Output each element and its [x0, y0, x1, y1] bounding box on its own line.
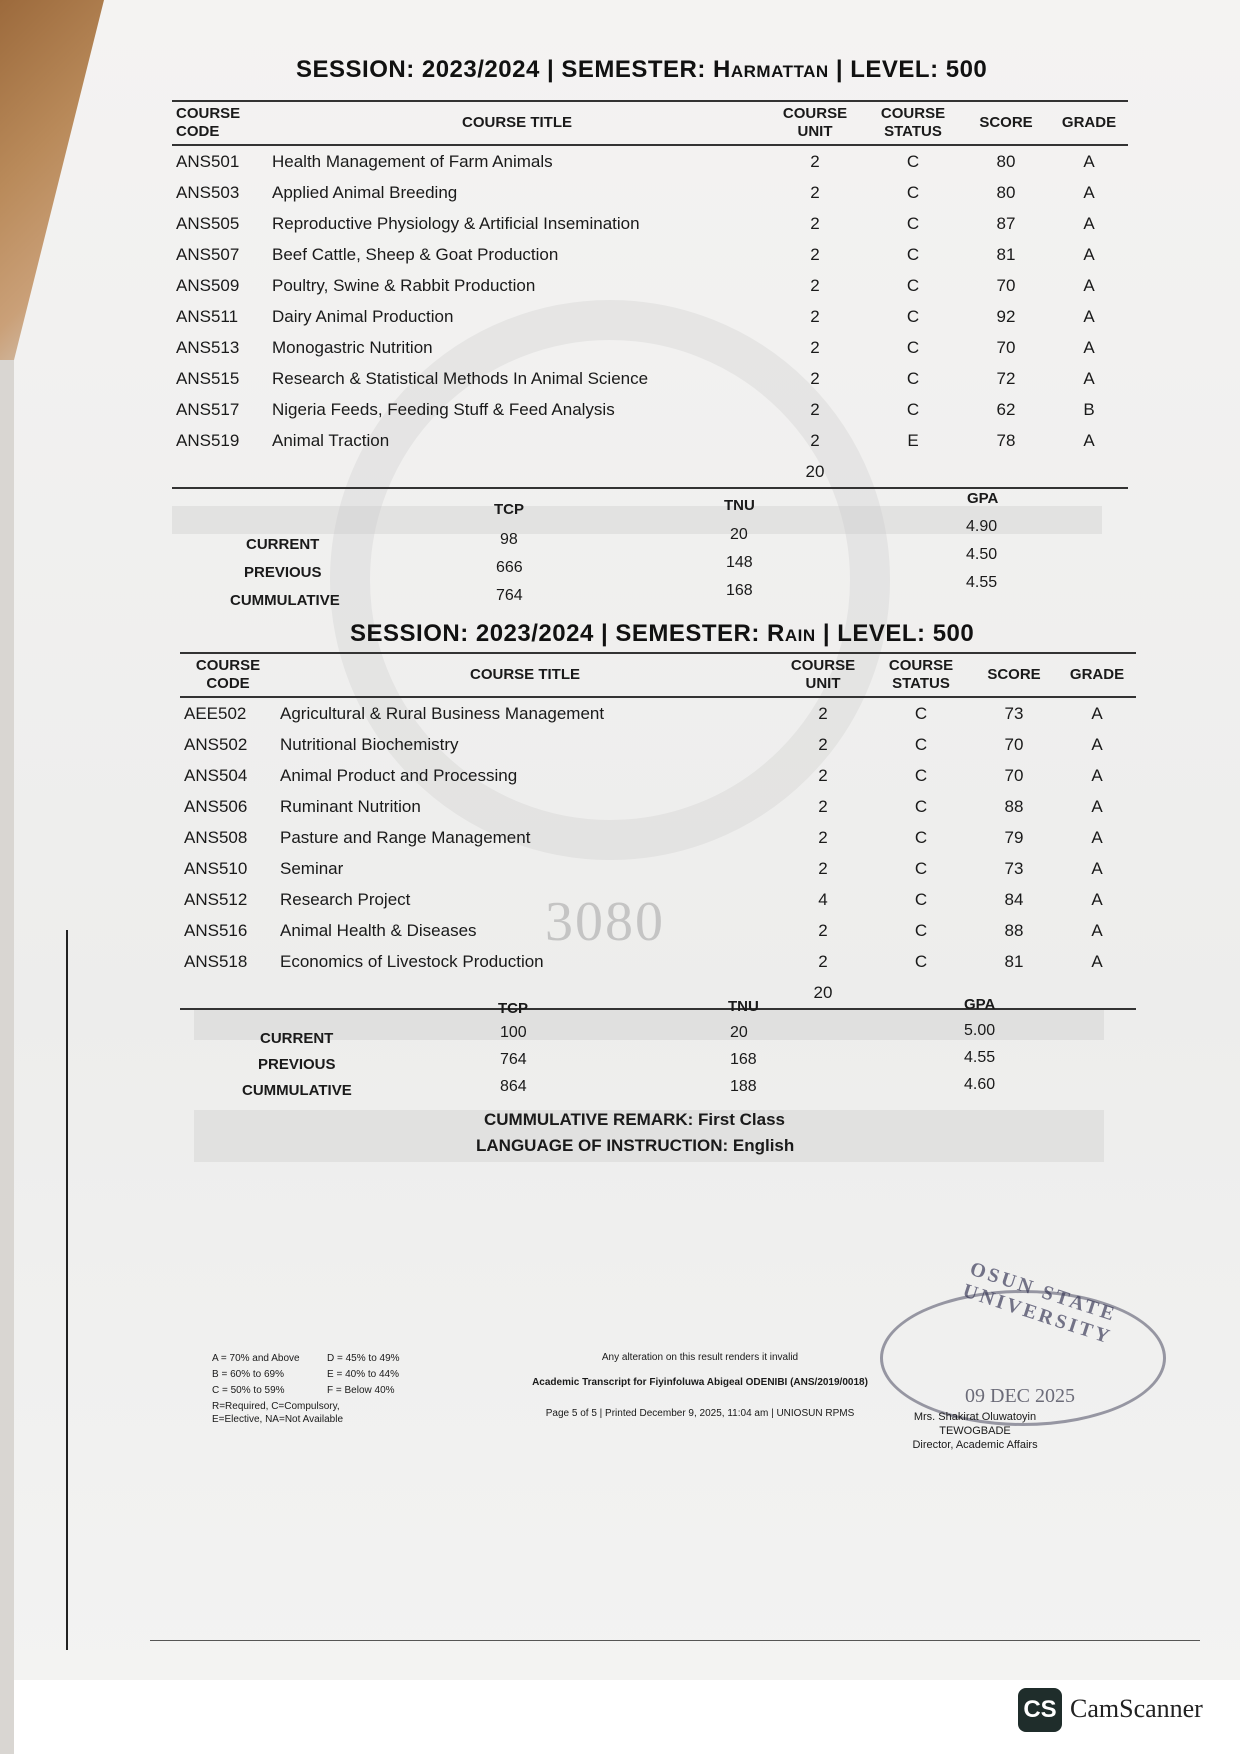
- tcp-header: TCP: [494, 501, 524, 518]
- cell-unit: 2: [818, 827, 828, 847]
- total-units-row: [172, 456, 1128, 488]
- cell-code: ANS509: [176, 275, 240, 295]
- table-row: [180, 729, 1136, 760]
- total-units: 20: [774, 977, 872, 1009]
- page-info: Page 5 of 5 | Printed December 9, 2025, 11:04 am | UNIOSUN RPMS: [545, 1408, 855, 1419]
- table-row: [172, 145, 1128, 177]
- col-course-status: COURSE STATUS: [872, 653, 970, 697]
- cell-status: C: [906, 244, 920, 264]
- cell-score: 78: [996, 430, 1016, 450]
- cell-status: C: [906, 368, 920, 388]
- cell-title: Research Project: [280, 889, 411, 909]
- cell-unit: 2: [818, 796, 828, 816]
- cell-status: C: [914, 858, 928, 878]
- col-grade: GRADE: [1058, 653, 1136, 697]
- left-margin-rule: [66, 930, 68, 1650]
- cell-unit: 2: [818, 920, 828, 940]
- total-units: 20: [766, 456, 864, 488]
- cell-title: Research & Statistical Methods In Animal Science: [272, 368, 649, 388]
- current-label: CURRENT: [246, 536, 320, 553]
- cell-score: 80: [996, 182, 1016, 202]
- gpa-header: GPA: [964, 996, 996, 1013]
- table-header-row: [180, 653, 1136, 697]
- table-row: [180, 915, 1136, 946]
- cell-title: Health Management of Farm Animals: [272, 151, 553, 171]
- cell-grade: A: [1091, 889, 1103, 909]
- previous-tcp: 764: [500, 1051, 527, 1068]
- current-tnu: 20: [730, 526, 748, 543]
- empty-cell: [1050, 456, 1128, 488]
- table-row: [180, 884, 1136, 915]
- cell-grade: A: [1083, 306, 1095, 326]
- current-gpa: 4.90: [966, 518, 998, 535]
- cell-status: C: [906, 182, 920, 202]
- rain-results-table: [180, 652, 1136, 1010]
- table-row: [172, 270, 1128, 301]
- empty-cell: [962, 456, 1050, 488]
- cell-title: Ruminant Nutrition: [280, 796, 421, 816]
- cell-title: Nigeria Feeds, Feeding Stuff & Feed Analysis: [272, 399, 615, 419]
- cell-title: Economics of Livestock Production: [280, 951, 544, 971]
- empty-cell: [864, 456, 962, 488]
- col-course-title: COURSE TITLE: [276, 653, 774, 697]
- tnu-header: TNU: [724, 497, 755, 514]
- signatory-title: Director, Academic Affairs: [912, 1439, 1038, 1451]
- col-course-title: COURSE TITLE: [268, 101, 766, 145]
- previous-tnu: 148: [726, 554, 753, 571]
- cell-unit: 2: [810, 399, 820, 419]
- cumulative-tcp: 764: [496, 587, 523, 604]
- signatory-name: Mrs. Shakirat Oluwatoyin TEWOGBADE: [913, 1411, 1037, 1437]
- seal-text: OSUN STATE UNIVERSITY: [960, 1257, 1120, 1349]
- current-gpa: 5.00: [964, 1022, 996, 1039]
- cell-status: C: [914, 920, 928, 940]
- camscanner-logo: CS: [1018, 1688, 1062, 1732]
- cell-code: ANS511: [176, 306, 239, 326]
- cell-status: C: [906, 306, 920, 326]
- previous-label: PREVIOUS: [244, 564, 322, 581]
- cell-score: 80: [996, 151, 1016, 171]
- col-course-code: COURSE CODE: [180, 653, 276, 697]
- current-tcp: 100: [500, 1024, 527, 1041]
- cell-grade: A: [1083, 430, 1095, 450]
- cell-score: 84: [1004, 889, 1024, 909]
- heading-prefix: SESSION: 2023/2024 | SEMESTER:: [350, 620, 768, 647]
- legend-item: A = 70% and Above: [212, 1353, 300, 1364]
- cell-title: Applied Animal Breeding: [272, 182, 458, 202]
- cell-code: ANS512: [184, 889, 248, 909]
- cell-grade: A: [1091, 951, 1103, 971]
- previous-tnu: 168: [730, 1051, 757, 1068]
- cell-score: 70: [996, 275, 1016, 295]
- cumulative-gpa: 4.55: [966, 574, 998, 591]
- legend-key: R=Required, C=Compulsory, E=Elective, NA=Not Available: [212, 1401, 344, 1425]
- col-grade: GRADE: [1050, 101, 1128, 145]
- cell-unit: 2: [810, 151, 820, 171]
- cell-title: Pasture and Range Management: [280, 827, 531, 847]
- col-course-code: COURSE CODE: [172, 101, 268, 145]
- previous-gpa: 4.50: [966, 546, 998, 563]
- cell-status: C: [914, 765, 928, 785]
- transcript-owner: Academic Transcript for Fiyinfoluwa Abigeal ODENIBI (ANS/2019/0018): [532, 1377, 868, 1388]
- cell-code: ANS503: [176, 182, 240, 202]
- cell-score: 79: [1004, 827, 1024, 847]
- tnu-header: TNU: [728, 998, 759, 1015]
- col-score: SCORE: [970, 653, 1058, 697]
- cell-title: Reproductive Physiology & Artificial Insemination: [272, 213, 640, 233]
- cell-code: ANS505: [176, 213, 240, 233]
- semester-name: Harmattan: [713, 56, 829, 83]
- cell-status: C: [914, 703, 928, 723]
- cell-score: 81: [996, 244, 1016, 264]
- cell-score: 70: [1004, 765, 1024, 785]
- cell-title: Animal Health & Diseases: [280, 920, 477, 940]
- table-row: [180, 697, 1136, 729]
- cell-unit: 2: [810, 275, 820, 295]
- previous-tcp: 666: [496, 559, 523, 576]
- heading-suffix: | LEVEL: 500: [828, 56, 988, 83]
- legend-item: E = 40% to 44%: [327, 1369, 399, 1380]
- language-of-instruction: LANGUAGE OF INSTRUCTION: English: [476, 1136, 795, 1155]
- cell-title: Poultry, Swine & Rabbit Production: [272, 275, 536, 295]
- cell-grade: A: [1083, 213, 1095, 233]
- heading-suffix: | LEVEL: 500: [815, 620, 975, 647]
- current-tnu: 20: [730, 1024, 748, 1041]
- semester-name: Rain: [767, 620, 816, 647]
- cell-grade: A: [1083, 151, 1095, 171]
- alteration-warning: Any alteration on this result renders it invalid: [601, 1352, 799, 1363]
- legend-item: B = 60% to 69%: [212, 1369, 284, 1380]
- empty-cell: [268, 456, 766, 488]
- cell-unit: 2: [810, 213, 820, 233]
- cell-score: 81: [1004, 951, 1024, 971]
- cell-unit: 2: [810, 430, 820, 450]
- table-row: [180, 791, 1136, 822]
- grade-legend: [212, 1352, 432, 1426]
- table-row: [172, 425, 1128, 456]
- harmattan-session-heading: [296, 56, 987, 84]
- watermark-number: 3080: [545, 891, 665, 953]
- cell-unit: 2: [818, 858, 828, 878]
- cell-title: Seminar: [280, 858, 344, 878]
- cell-code: ANS501: [176, 151, 240, 171]
- table-row: [172, 177, 1128, 208]
- previous-gpa: 4.55: [964, 1049, 996, 1066]
- cell-status: C: [906, 337, 920, 357]
- cell-grade: A: [1091, 734, 1103, 754]
- table-row: [172, 332, 1128, 363]
- cell-score: 87: [996, 213, 1016, 233]
- cell-title: Dairy Animal Production: [272, 306, 454, 326]
- table-row: [172, 208, 1128, 239]
- cell-grade: A: [1083, 244, 1095, 264]
- table-row: [180, 946, 1136, 977]
- cell-code: AEE502: [184, 703, 247, 723]
- harmattan-results-table: [172, 100, 1128, 489]
- cell-score: 73: [1004, 703, 1024, 723]
- cell-grade: A: [1083, 182, 1095, 202]
- table-row: [172, 301, 1128, 332]
- cell-title: Animal Traction: [272, 430, 390, 450]
- cell-unit: 2: [810, 306, 820, 326]
- cell-unit: 2: [818, 703, 828, 723]
- cell-score: 92: [996, 306, 1016, 326]
- cell-code: ANS519: [176, 430, 240, 450]
- cumulative-gpa: 4.60: [964, 1076, 996, 1093]
- harmattan-summary: [172, 486, 1102, 616]
- cell-code: ANS515: [176, 368, 240, 388]
- cell-grade: A: [1091, 703, 1103, 723]
- cell-title: Monogastric Nutrition: [272, 337, 433, 357]
- cell-status: C: [914, 827, 928, 847]
- cell-status: C: [906, 213, 920, 233]
- heading-prefix: SESSION: 2023/2024 | SEMESTER:: [296, 56, 714, 83]
- cell-score: 70: [996, 337, 1016, 357]
- tcp-header: TCP: [498, 1000, 528, 1017]
- cell-grade: A: [1083, 337, 1095, 357]
- cell-code: ANS502: [184, 734, 248, 754]
- cumulative-tcp: 864: [500, 1078, 527, 1095]
- cell-status: C: [906, 275, 920, 295]
- camscanner-brand: CamScanner: [1070, 1694, 1203, 1723]
- cell-code: ANS508: [184, 827, 248, 847]
- cell-code: ANS516: [184, 920, 248, 940]
- previous-label: PREVIOUS: [258, 1056, 336, 1073]
- cell-score: 70: [1004, 734, 1024, 754]
- rain-session-heading: [350, 620, 974, 648]
- cumulative-tnu: 188: [730, 1078, 757, 1095]
- cumulative-remark: CUMMULATIVE REMARK: First Class: [484, 1110, 785, 1129]
- signatory-block: [910, 1410, 1040, 1452]
- cell-grade: A: [1091, 920, 1103, 940]
- cell-unit: 2: [810, 182, 820, 202]
- cell-code: ANS506: [184, 796, 248, 816]
- stamp-date: 09 DEC 2025: [965, 1385, 1075, 1407]
- col-course-unit: COURSE UNIT: [766, 101, 864, 145]
- cell-code: ANS510: [184, 858, 248, 878]
- cell-unit: 2: [818, 734, 828, 754]
- table-row: [180, 822, 1136, 853]
- cell-code: ANS507: [176, 244, 240, 264]
- col-course-status: COURSE STATUS: [864, 101, 962, 145]
- cell-unit: 2: [818, 951, 828, 971]
- cell-status: C: [914, 796, 928, 816]
- table-row: [172, 363, 1128, 394]
- current-tcp: 98: [500, 531, 518, 548]
- cumulative-label: CUMMULATIVE: [242, 1082, 352, 1099]
- cell-grade: B: [1083, 399, 1095, 419]
- cell-code: ANS513: [176, 337, 240, 357]
- cumulative-label: CUMMULATIVE: [230, 592, 340, 609]
- cell-code: ANS504: [184, 765, 248, 785]
- gpa-header: GPA: [967, 490, 999, 507]
- cell-title: Agricultural & Rural Business Management: [280, 703, 605, 723]
- summary-shade: [172, 506, 1102, 534]
- table-row: [172, 394, 1128, 425]
- legend-item: C = 50% to 59%: [212, 1385, 285, 1396]
- cell-score: 88: [1004, 920, 1024, 940]
- table-row: [172, 239, 1128, 270]
- col-score: SCORE: [962, 101, 1050, 145]
- cell-grade: A: [1091, 827, 1103, 847]
- cell-title: Animal Product and Processing: [280, 765, 518, 785]
- col-course-unit: COURSE UNIT: [774, 653, 872, 697]
- cell-grade: A: [1083, 275, 1095, 295]
- cell-unit: 2: [818, 765, 828, 785]
- table-row: [180, 760, 1136, 791]
- cell-status: C: [906, 151, 920, 171]
- legend-item: F = Below 40%: [327, 1385, 395, 1396]
- cell-status: C: [914, 889, 928, 909]
- cell-score: 62: [996, 399, 1016, 419]
- cell-status: E: [907, 430, 919, 450]
- cell-title: Beef Cattle, Sheep & Goat Production: [272, 244, 559, 264]
- cell-grade: A: [1091, 858, 1103, 878]
- table-row: [180, 853, 1136, 884]
- cell-code: ANS517: [176, 399, 240, 419]
- cell-status: C: [906, 399, 920, 419]
- bottom-rule: [150, 1640, 1200, 1641]
- legend-item: D = 45% to 49%: [327, 1353, 400, 1364]
- cell-status: C: [914, 951, 928, 971]
- cell-grade: A: [1083, 368, 1095, 388]
- table-header-row: [172, 101, 1128, 145]
- cell-status: C: [914, 734, 928, 754]
- current-label: CURRENT: [260, 1030, 334, 1047]
- empty-cell: [172, 456, 268, 488]
- cell-unit: 2: [810, 337, 820, 357]
- cell-code: ANS518: [184, 951, 248, 971]
- cell-grade: A: [1091, 796, 1103, 816]
- cell-unit: 2: [810, 244, 820, 264]
- rain-summary: [194, 990, 1104, 1160]
- cell-unit: 2: [810, 368, 820, 388]
- cell-title: Nutritional Biochemistry: [280, 734, 459, 754]
- cell-score: 72: [996, 368, 1016, 388]
- cell-grade: A: [1091, 765, 1103, 785]
- cell-score: 73: [1004, 858, 1024, 878]
- cell-score: 88: [1004, 796, 1024, 816]
- cumulative-tnu: 168: [726, 582, 753, 599]
- cell-unit: 4: [818, 889, 828, 909]
